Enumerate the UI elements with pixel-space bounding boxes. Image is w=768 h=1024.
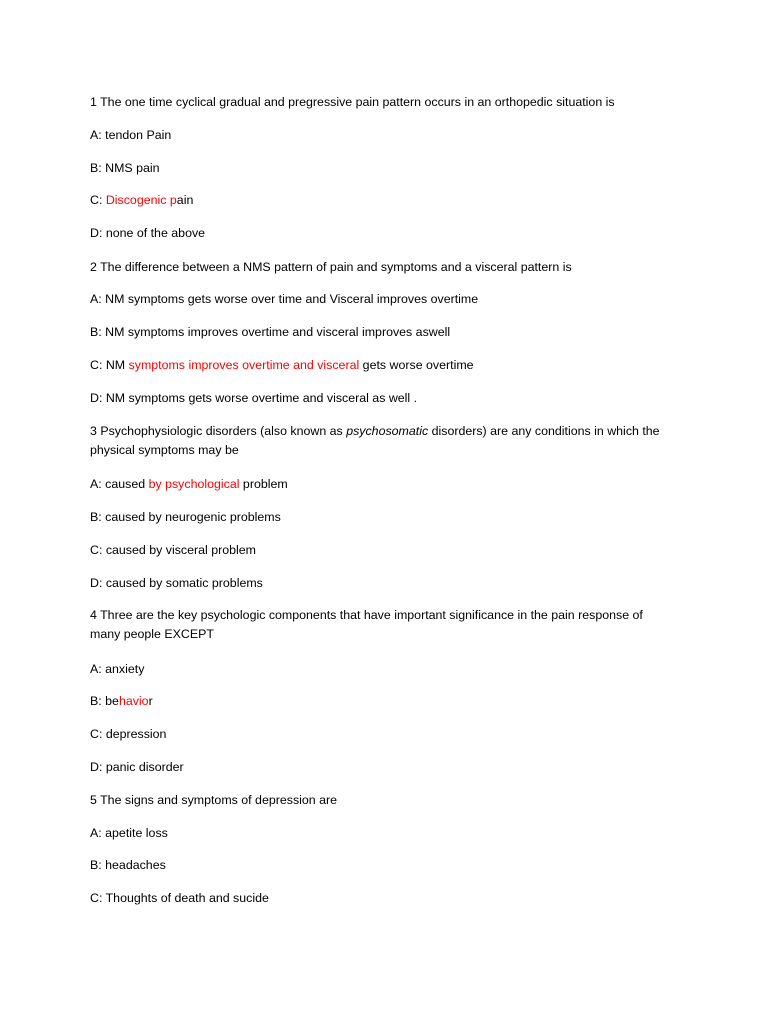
question-5-text: 5 The signs and symptoms of depression are <box>90 793 338 807</box>
q1-option-c-highlight: Discogenic p <box>105 193 177 207</box>
q4-option-a: A: anxiety <box>90 662 145 676</box>
q2-option-b: B: NM symptoms improves overtime and visceral improves aswell <box>90 325 451 339</box>
q5-option-c: C: Thoughts of death and sucide <box>90 891 269 905</box>
q2-option-c <box>90 356 690 375</box>
q1-option-b: B: NMS pain <box>90 161 160 175</box>
q3-option-a <box>90 475 690 494</box>
q1-option-c-prefix: C: <box>90 193 106 207</box>
q4-option-d: D: panic disorder <box>90 760 184 774</box>
q4-option-c: C: depression <box>90 727 167 741</box>
q4-option-b-suffix: r <box>148 694 153 708</box>
q3-option-c: C: caused by visceral problem <box>90 543 256 557</box>
q4-option-b-prefix: B: be <box>90 694 119 708</box>
q2-option-c-prefix: C: NM <box>90 358 129 372</box>
q3-question-prefix: 3 Psychophysiologic disorders (also known as <box>90 424 347 438</box>
q3-question-suffix: disorders) are any conditions in which the physical symptoms may be <box>90 424 660 457</box>
q3-option-a-prefix: A: caused <box>90 477 149 491</box>
question-2-text: 2 The difference between a NMS pattern of pain and symptoms and a visceral pattern is <box>90 260 572 274</box>
q3-question-italic: psychosomatic <box>346 424 429 438</box>
q4-option-b <box>90 692 690 711</box>
q3-option-d: D: caused by somatic problems <box>90 576 263 590</box>
q5-option-a: A: apetite loss <box>90 826 168 840</box>
q3-option-a-suffix: problem <box>239 477 288 491</box>
question-1-text: 1 The one time cyclical gradual and pregressive pain pattern occurs in an orthopedic situation is <box>90 95 615 109</box>
q1-option-c <box>90 191 690 210</box>
q3-option-a-highlight: by psychological <box>148 477 240 491</box>
q2-option-c-highlight: symptoms improves overtime and visceral <box>128 358 360 372</box>
q2-option-a: A: NM symptoms gets worse over time and Visceral improves overtime <box>90 292 479 306</box>
q1-option-a: A: tendon Pain <box>90 128 172 142</box>
question-3-text <box>90 422 675 460</box>
q5-option-b: B: headaches <box>90 858 166 872</box>
q2-option-c-suffix: gets worse overtime <box>359 358 474 372</box>
q4-option-b-highlight: havio <box>118 694 149 708</box>
q1-option-c-suffix: ain <box>176 193 194 207</box>
question-4-text: 4 Three are the key psychologic components that have important significance in the pain response of many people EXCEPT <box>90 608 643 641</box>
q3-option-b: B: caused by neurogenic problems <box>90 510 281 524</box>
q2-option-d: D: NM symptoms gets worse overtime and visceral as well . <box>90 391 418 405</box>
q1-option-d: D: none of the above <box>90 226 206 240</box>
